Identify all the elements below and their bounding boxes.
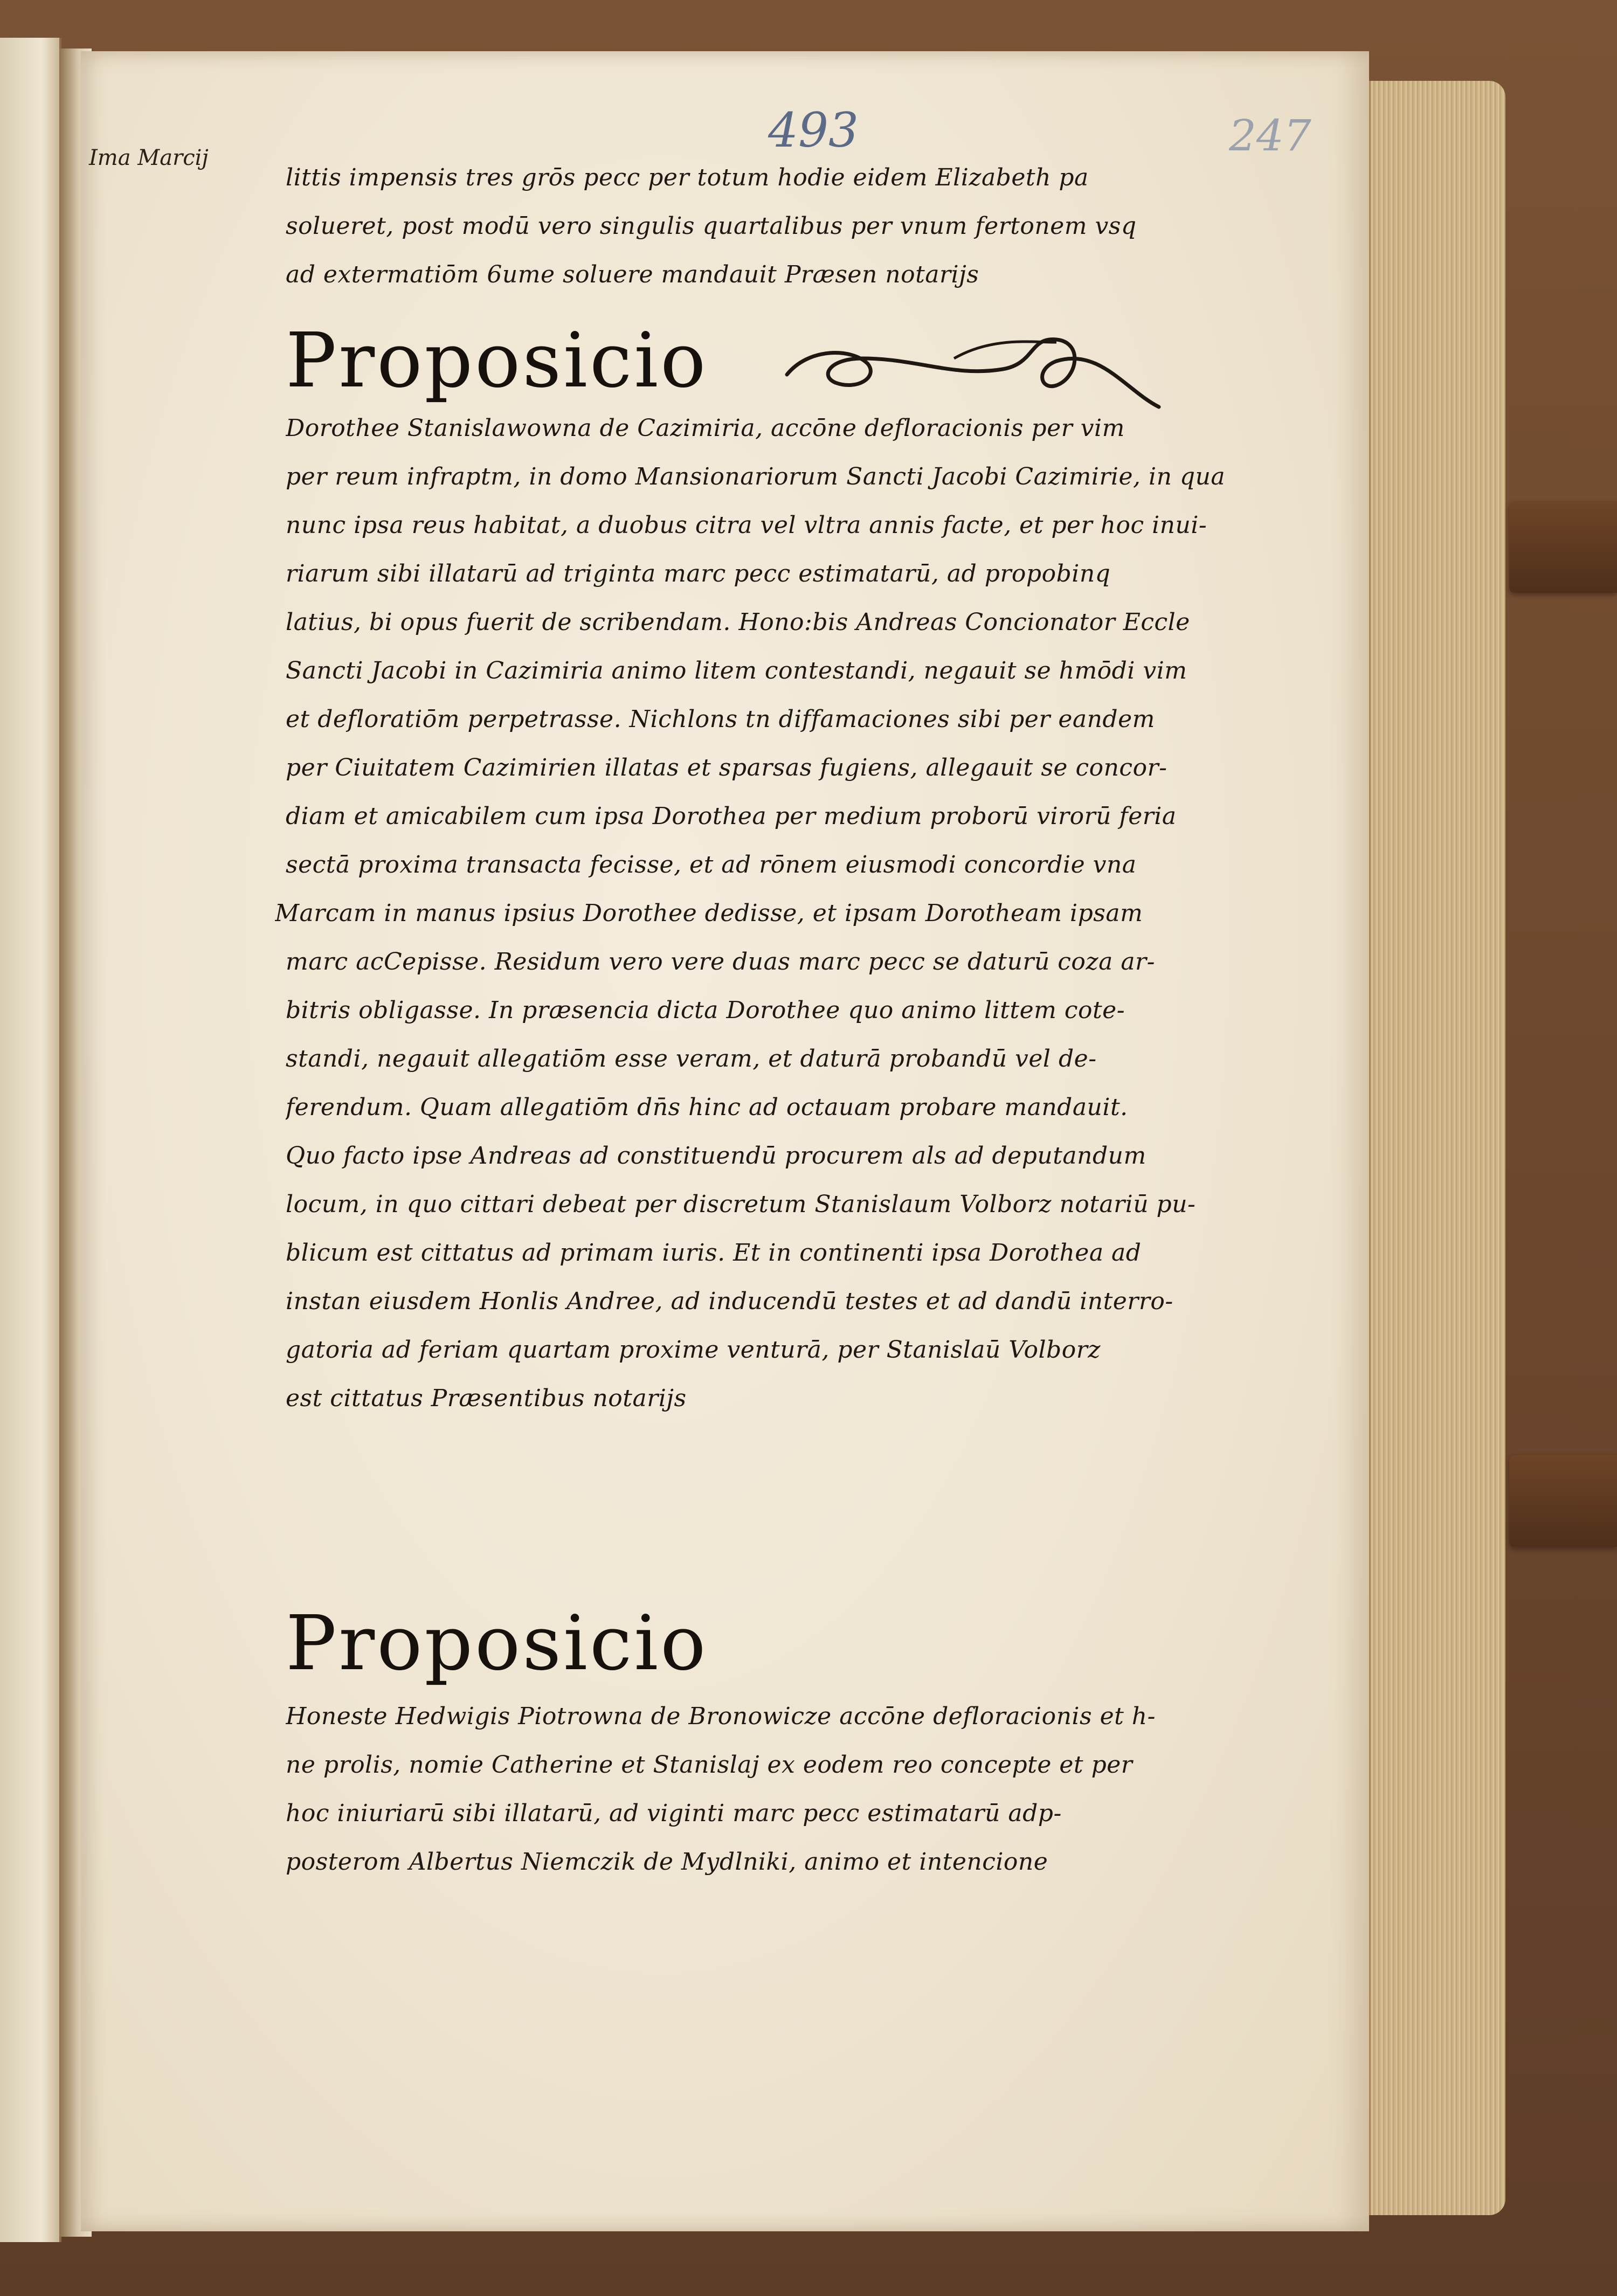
- text-line: per Ciuitatem Cazimirien illatas et sparsas fugiens, allegauit se concor-: [286, 754, 1167, 782]
- text-line: Sancti Jacobi in Cazimiria animo litem contestandi, negauit se hmōdi vim: [286, 657, 1187, 684]
- paragraph-continuation: [286, 154, 1299, 299]
- text-line: Marcam in manus ipsius Dorothee dedisse, et ipsam Dorotheam ipsam: [275, 900, 1143, 927]
- text-line: ferendum. Quam allegatiōm dn̄s hinc ad octauam probare mandauit.: [286, 1094, 1128, 1121]
- heading-proposicio-2-wrap: [286, 1600, 1299, 1688]
- text-line: per reum infraptm, in domo Mansionariorum Sancti Jacobi Cazimirie, in qua: [286, 463, 1226, 490]
- text-line: ad extermatiōm 6ume soluere mandauit Præsen notarijs: [286, 261, 979, 288]
- section-heading: Proposicio: [286, 1600, 708, 1688]
- section-heading: Proposicio: [286, 317, 708, 405]
- text-line: blicum est cittatus ad primam iuris. Et in continenti ipsa Dorothea ad: [286, 1239, 1142, 1267]
- text-line: et defloratiōm perpetrasse. Nichlons tn diffamaciones sibi per eandem: [286, 706, 1155, 733]
- text-line: gatoria ad feriam quartam proxime venturā, per Stanislaū Volborz: [286, 1336, 1101, 1364]
- text-line: Dorothee Stanislawowna de Cazimiria, accōne defloracionis per vim: [286, 414, 1125, 442]
- text-line: latius, bi opus fuerit de scribendam. Hono:bis Andreas Concionator Eccle: [286, 608, 1190, 636]
- folio-number-center: 493: [768, 102, 859, 158]
- text-line: locum, in quo cittari debeat per discretum Stanislaum Volborz notariū pu-: [286, 1191, 1196, 1218]
- leather-clasp-bottom: [1509, 1455, 1617, 1547]
- text-line: diam et amicabilem cum ipsa Dorothea per medium proborū virorū feria: [286, 803, 1177, 830]
- text-line: instan eiusdem Honlis Andree, ad inducendū testes et ad dandū interro-: [286, 1288, 1173, 1315]
- marginal-note: Ima Marcij: [89, 146, 209, 170]
- text-line: posterom Albertus Niemczik de Mydlniki, animo et intencione: [286, 1848, 1048, 1876]
- folio-number-right: 247: [1229, 110, 1311, 161]
- text-line: standi, negauit allegatiōm esse veram, et daturā probandū vel de-: [286, 1045, 1097, 1073]
- text-line: solueret, post modū vero singulis quartalibus per vnum fertonem vsq: [286, 212, 1137, 240]
- paragraph-proposicio-2: [286, 1692, 1299, 1886]
- leather-clasp-top: [1509, 501, 1617, 593]
- decorative-flourish: [776, 326, 1175, 412]
- text-line: sectā proxima transacta fecisse, et ad rōnem eiusmodi concordie vna: [286, 851, 1137, 879]
- text-line: est cittatus Præsentibus notarijs: [286, 1385, 687, 1412]
- text-line: marc acCepisse. Residum vero vere duas marc pecc se daturū coza ar-: [286, 948, 1155, 976]
- facing-page-edge: [0, 38, 61, 2242]
- text-line: nunc ipsa reus habitat, a duobus citra vel vltra annis facte, et per hoc inui-: [286, 511, 1207, 539]
- text-line: littis impensis tres grōs pecc per totum hodie eidem Elizabeth pa: [286, 164, 1089, 191]
- text-line: Honeste Hedwigis Piotrowna de Bronowicze accōne defloracionis et h-: [286, 1703, 1156, 1730]
- page-block-edges: [1369, 81, 1505, 2215]
- paragraph-proposicio-1: [275, 404, 1299, 1423]
- text-line: bitris obligasse. In præsencia dicta Dorothee quo animo littem cote-: [286, 997, 1125, 1024]
- text-line: hoc iniuriarū sibi illatarū, ad viginti marc pecc estimatarū adp-: [286, 1800, 1062, 1827]
- text-line: ne prolis, nomie Catherine et Stanislaj ex eodem reo concepte et per: [286, 1751, 1133, 1779]
- text-line: riarum sibi illatarū ad triginta marc pecc estimatarū, ad propobinq: [286, 560, 1111, 587]
- text-line: Quo facto ipse Andreas ad constituendū procurem als ad deputandum: [286, 1142, 1146, 1170]
